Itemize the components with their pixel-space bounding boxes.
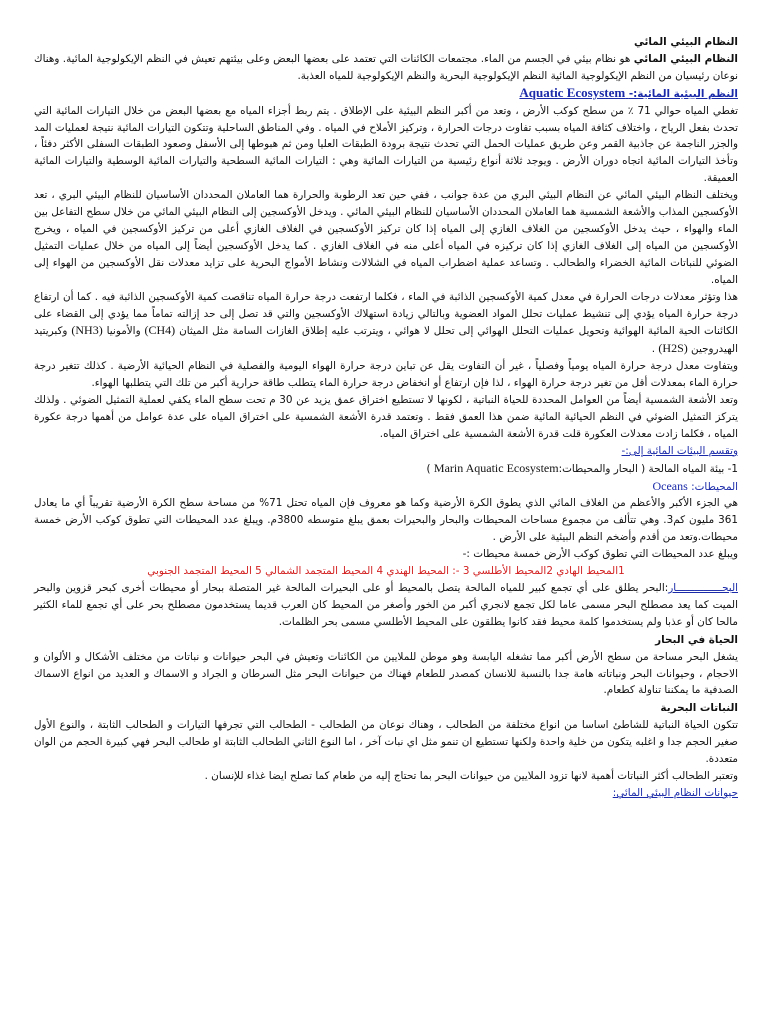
marine-latin: Marin Aquatic Ecosystem	[433, 460, 559, 475]
daily-variation-paragraph: ويتفاوت معدل درجة حرارة المياه يومياً وفصلياً ، غير أن التفاوت يقل عن تباين درجة حرارة الهواء اليومية والفصلية في النظام الحيائية الأرضية . كذلك تتغير درجة حرارة الماء بمعدلات أقل من تغير درجة حرارة الهواء ، لذا فإن ارتفاع أو انخفاض درجة حرارة الماء يتطلب طاقة حرارية أكبر من تلك التي يتطلبها الهواء.	[34, 360, 738, 390]
intro-body: هو نظام بيئي في الجسم من الماء. مجتمعات الكائنات التي تعتمد على بعضها البعض وعلى بيئتهم تعيش في النظم الإيكولوجية المائية. وهناك نوعان رئيسيان من النظم الإيكولوجية المائية النظم الإيكولوجية البحرية والنظم الإيكولوجية للمياه العذبة.	[34, 52, 738, 82]
and-h2s: وكبريتيد الهيدروجين	[34, 325, 738, 356]
sea-word: البحـــــــــــــــار	[668, 582, 738, 594]
aquatic-systems-heading-arabic: النظم البيئية المائية:-	[628, 87, 738, 100]
oceans-line	[34, 478, 738, 496]
and-ammonia: والأمونيا	[102, 325, 145, 338]
life-paragraph: يشغل البحر مساحة من سطح الأرض أكبر مما تشغله اليابسة وهو موطن للملايين من الكائنات وتعيش في البحر حيوانات و نباتات من مختلف الأشكال و الألوان و الاحجام ، وحيوانات البحر ونباتاته هامة جدا بالنسبة للانسان كمصدر للطعام فهناك من حيوانات البحر مثل السرطان و الجراد و الاسماك و العديد من انواع الاسماك الصدفية ما يمكننا تناولة كطعام.	[34, 650, 738, 697]
formula-ch4: (CH4)	[144, 323, 176, 338]
formula-nh3: (NH3)	[71, 323, 103, 338]
temperature-end: .	[651, 343, 659, 356]
aquatic-systems-heading	[34, 85, 738, 103]
divide-heading: وتقسم البيئات المائية إلى:-	[621, 444, 738, 457]
formula-h2s: (H2S)	[658, 341, 688, 356]
aquatic-systems-heading-latin: Aquatic Ecosystem	[519, 84, 626, 100]
plants-paragraph: تتكون الحياة النباتية للشاطئ اساسا من انواع مختلفة من الطحالب ، وهناك نوعان من الطحالب - الطحالب التي تجرفها التيارات و الطحالب الثابتة ، والنوع الأول صغير الحجم جدا و اغلبه يتكون من خلية واحدة ولكنها تستطيع ان تنمو مثل اي نبات آخر ، اما النوع الثاني الطحالب الثابتة او طحالب البحر فهي كبيرة الحجم من الوان متعددة.	[34, 719, 738, 766]
document-title: النظام البيئي المائي	[633, 36, 738, 48]
intro-lead: النظام البيئي المائي	[633, 52, 738, 65]
temperature-body: هذا وتؤثر معدلات درجات الحرارة في معدل كمية الأوكسجين الذائبة في الماء ، فكلما ارتفعت درجة حرارة المياه تناقصت كمية الأوكسجين الذائبة فيه . كما أن ارتفاع درجة حرارة المياه يؤدي إلى تنشيط عمليات تحلل المواد العضوية وبالتالي زيادة استهلاك الأوكسجين والتي قد تصل إلى حد إزالته تماماً مما يؤدي إلى القضاء على الكائنات الحية المائية الهوائية وتحويل عمليات التحلل الهوائي إلى تحلل لا هوائي ، ويترتب عليه إطلاق الغازات السامة مثل الميثان	[34, 290, 738, 338]
currents-paragraph: تغطي المياه حوالي 71 ٪ من سطح كوكب الأرض ، وتعد من أكبر النظم البيئية على الإطلاق . يتم ربط أجزاء المياه مع بعضها البعض من خلال التيارات المائية التي تحدث بفعل الرياح ، واختلاف كثافة المياه بسبب تفاوت درجات الحرارة ، وتركيز الأملاح في المياه . وفي المناطق الساحلية وتتكون التيارات المائية نتيجة لعمليات المد والجزر الناجمة عن جاذبية القمر وعن طريق عمليات الحمل التي تحدث نتيجة برودة الطبقات العليا ومن ثم هبوطها إلى الأسفل وصعود الطبقات السفلى الأكثر دفئاً ، وتأخذ التيارات المائية اتجاه دوران الأرض . ويوجد ثلاثة أنواع رئيسية من التيارات المائية وهي : التيارات المائية السطحية والتيارات المائية الوسطية والتيارات المائية العميقة.	[34, 104, 738, 185]
sea-paragraph	[34, 580, 738, 631]
sea-body: :البحر يطلق على أي تجمع كبير للمياه المالحة يتصل بالمحيط أو على البحيرات المالحة غير المتصلة ببحار أو محيطات أخرى كبحر قزوين والبحر الميت كما يعد مصطلح البحر مسمى عاما لكل تجمع لانجري أكبر من الخور وأصغر من المحيط كان العرب قديما يستخدمون مصطلح بحر على أي تجمع للماء الكثير مالحا كان أو عذبا ولم يستخدموا كلمة محيط فقد كانوا يطلقون على المحيط الأطلسي مسمى بحر الظلمات.	[34, 582, 738, 628]
oceans-paragraph: هي الجزء الأكبر والأعظم من الغلاف المائي الذي يطوق الكرة الأرضية وكما هو معروف فإن المياه تحتل 71% من مساحة سطح الكرة الأرضية تقريباً أي ما يعادل 361 مليون كم3. وهي تتألف من مجموع مساحات المحيطات والبحار والبحيرات بعمق يبلغ متوسطه 3800م. ويبلغ عدد المحيطات التي تطوق كوكب الأرض خمسة محيطات.وتعد من أقدم وأضخم النظم البيئية على الأرض .	[34, 497, 738, 544]
intro-paragraph	[34, 51, 738, 85]
life-in-seas-heading: الحياة في البحار	[655, 633, 738, 646]
marine-item: 1- بيئة المياه المالحة ( البحار والمحيطات:	[558, 462, 738, 475]
oxygen-paragraph: ويختلف النظام البيئي المائي عن النظام البيئي البري من عدة جوانب ، ففي حين تعد الرطوبة والحرارة هما العاملان المحددان الأساسيان للنظام البيئي البري ، تعد الأوكسجين المذاب والأشعة الشمسية هما العاملان المحددان الأساسيان للنظام البيئي المائي . ويدخل الأوكسجين إلى النظام البيئي المائي من خلال سطح التفاعل بين الماء والهواء ، حيث يدخل الأوكسجين من الغلاف الغازي إلى المياه إذا كان تركيز الأوكسجين في الغلاف الغازي أعلى من تركيز الأوكسجين في المياه ، ويخرج الأوكسجين من المياه إلى الغلاف الغازي إذا كان تركيزه في المياه أعلى منه في الغلاف الغازي . كما يدخل الأوكسجين أيضاً إلى المياه من خلال عمليات التمثيل الضوئي للنباتات المائية الخضراء والطحالب . وتساعد عملية اضطراب المياه في الشلالات ونشاط الأمواج البحرية على تزايد معدلات نقل الأوكسجين من الهواء إلى المياه.	[34, 189, 738, 286]
marine-ecosystem-line	[34, 460, 738, 478]
sunlight-paragraph: وتعد الأشعة الشمسية أيضاً من العوامل المحددة للحياة النباتية ، لكونها لا تستطيع اختراق عمق يزيد عن 30 م تحت سطح الماء يكفي لعملية التمثيل الضوئي . ولذلك يتركز التمثيل الضوئي في النظم الحيائية المائية ضمن هذا العمق فقط . وتعتمد قدرة الأشعة الشمسية على اختراق المياه على عدة عوامل من أهمها درجة عكورة المياه ، فكلما زادت معدلات العكورة قلت قدرة الأشعة الشمسية على اختراق المياه.	[34, 394, 739, 440]
marine-close: )	[426, 462, 431, 475]
oceans-arabic: المحيطات:	[691, 480, 738, 493]
oceans-latin: Oceans	[652, 478, 688, 493]
marine-plants-heading: النباتات البحرية	[660, 702, 738, 715]
temperature-paragraph	[34, 289, 738, 359]
algae-paragraph: وتعتبر الطحالب أكثر النباتات أهمية لانها تزود الملايين من حيوانات البحر بما تحتاج إليه من طعام كما تصلح ايضا غذاء للإنسان .	[204, 769, 738, 782]
oceans-list: 1المحيط الهادي 2المحيط الأطلسي 3 -: المحيط الهندي 4 المحيط المتجمد الشمالي 5 المحيط المتجمد الجنوبي	[147, 565, 625, 578]
animals-heading: حيوانات النظام البيئي المائي:	[612, 786, 738, 799]
oceans-count-line: ويبلغ عدد المحيطات التي تطوق كوكب الأرض خمسة محيطات :-	[462, 548, 738, 561]
